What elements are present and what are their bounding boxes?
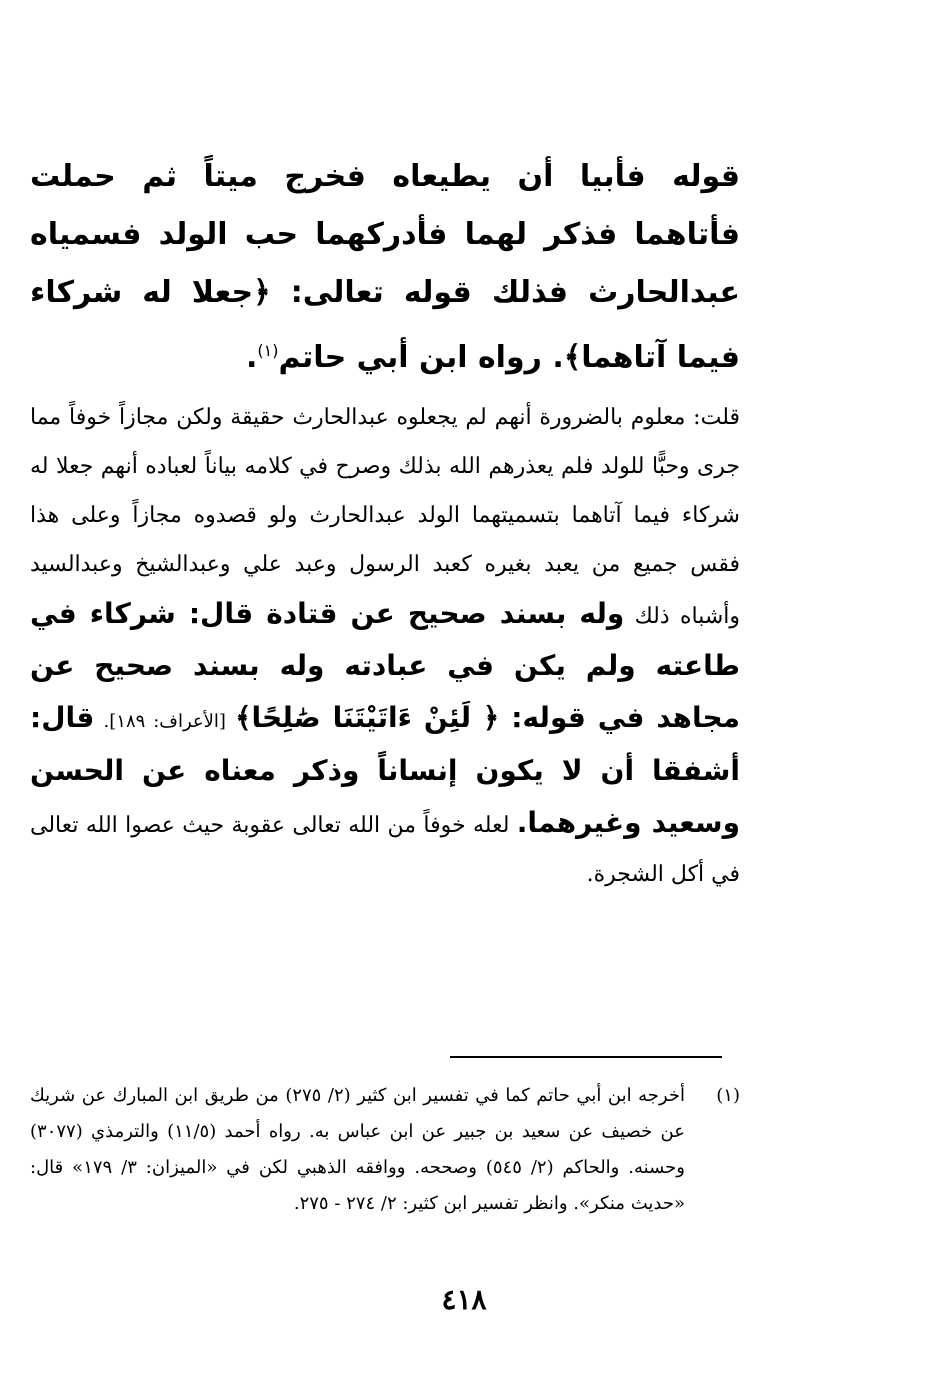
paragraph-1-text: قوله فأبيا أن يطيعاه فخرج ميتاً ثم حملت فأتاهما فذكر لهما فأدركهما حب الولد فسمياه عبدالحارث فذلك قوله تعالى: ﴿جعلا له شركاء فيما آتاهما﴾. رواه ابن أبي حاتم <box>30 159 740 375</box>
footnote-text: أخرجه ابن أبي حاتم كما في تفسير ابن كثير (٢/ ٢٧٥) من طريق ابن المبارك عن شريك عن خصيف عن سعيد بن جبير عن ابن عباس به. رواه أحمد (١١/٥) والترمذي (٣٠٧٧) وحسنه. والحاكم (٢/ ٥٤٥) وصححه. ووافقه الذهبي لكن في «الميزان: ٣/ ١٧٩» قال: «حديث منكر». وانظر تفسير ابن كثير: ٢/ ٢٧٤ - ٢٧٥. <box>30 1085 685 1214</box>
quran-reference: [الأعراف: ١٨٩]. <box>103 711 226 732</box>
paragraph-2-regular-a: قلت: معلوم بالضرورة أنهم لم يجعلوه عبدالحارث حقيقة ولكن مجازاً خوفاً مما جرى وحبًّا للولد فلم يعذرهم الله بذلك وصرح في كلامه بياناً لعباده أنهم جعلا له شركاء فيما آتاهما بتسميتهما الولد عبدالحارث ولو قصدوه مجازاً وعلى هذا فقس جميع من يعبد بغيره كعبد الرسول وعبد علي وعبدالشيخ وعبدالسيد وأشباه ذلك <box>30 405 741 629</box>
main-text <box>30 148 740 899</box>
paragraph-1 <box>30 148 740 387</box>
footnote <box>30 1078 740 1222</box>
paragraph-1-end: . <box>246 340 258 375</box>
paragraph-2-bold-a: وله بسند صحيح عن قتادة قال: شركاء في طاعته ولم يكن في عبادته وله بسند صحيح عن مجاهد في قوله: ﴿ لَئِنْ ءَاتَيْتَنَا صَٰلِحًا﴾ <box>30 597 741 734</box>
paragraph-2 <box>30 393 740 899</box>
footnote-divider <box>450 1056 722 1058</box>
paragraph-2-bold-b: قال: أشفقا أن لا يكون إنساناً وذكر معناه عن الحسن وسعيد وغيرهما. <box>30 701 741 839</box>
paragraph-2-regular-b: لعله خوفاً من الله تعالى عقوبة حيث عصوا الله تعالى في أكل الشجرة. <box>30 813 740 887</box>
page-number: ٤١٨ <box>441 1283 487 1316</box>
footnote-reference[interactable]: (١) <box>257 341 279 360</box>
footnote-marker: (١) <box>716 1085 740 1106</box>
